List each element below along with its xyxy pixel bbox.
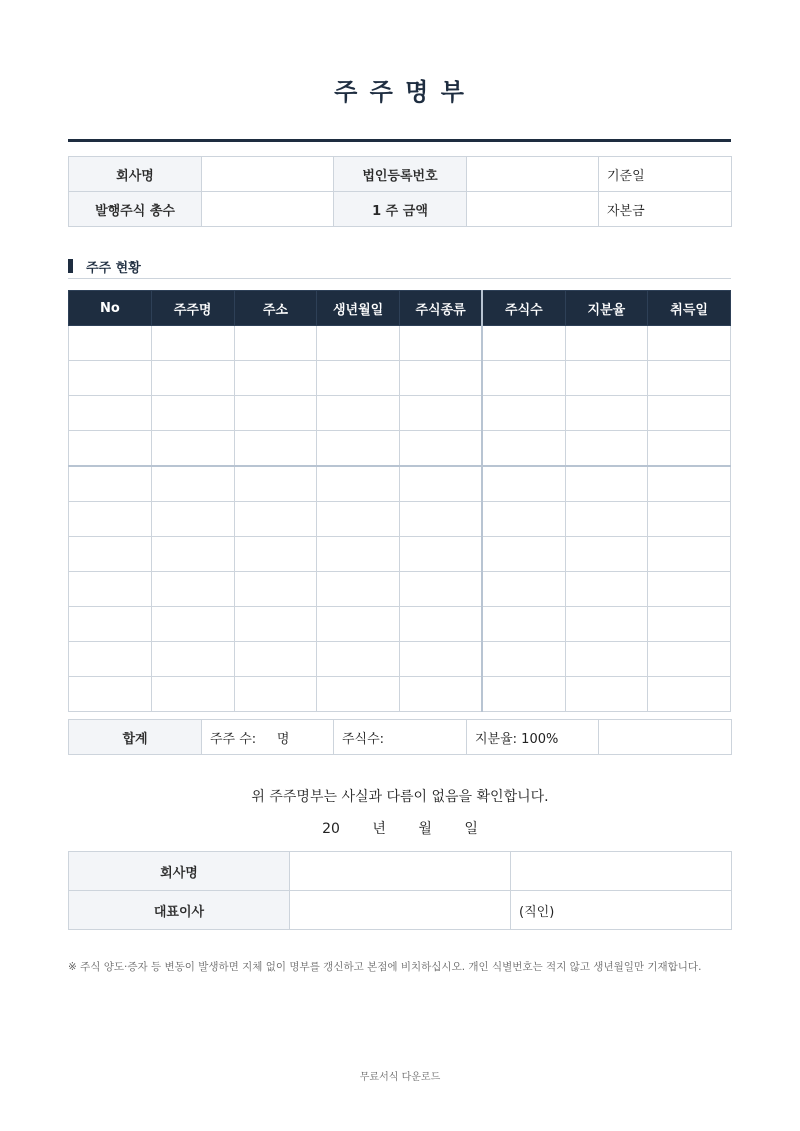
par-value-label: 1 주 금액	[334, 192, 467, 227]
table-cell[interactable]	[151, 677, 234, 712]
col-address: 주소	[234, 291, 317, 326]
table-cell[interactable]	[69, 326, 152, 361]
table-row	[69, 572, 731, 607]
table-cell[interactable]	[648, 466, 731, 502]
table-cell[interactable]	[482, 642, 565, 677]
table-cell[interactable]	[482, 466, 565, 502]
document-title: 주 주 명 부	[334, 78, 466, 106]
table-cell[interactable]	[482, 502, 565, 537]
table-cell[interactable]	[234, 396, 317, 431]
table-cell[interactable]	[400, 502, 483, 537]
table-row	[69, 537, 731, 572]
table-cell[interactable]	[234, 326, 317, 361]
summary-row	[69, 720, 732, 755]
table-cell[interactable]	[482, 677, 565, 712]
table-cell[interactable]	[317, 537, 400, 572]
summary-label: 합계	[69, 720, 202, 755]
signature-table	[68, 851, 732, 930]
table-cell[interactable]	[565, 361, 648, 396]
table-row	[69, 607, 731, 642]
sign-company-label: 회사명	[69, 852, 290, 891]
table-row	[69, 361, 731, 396]
table-cell[interactable]	[565, 607, 648, 642]
table-cell[interactable]	[317, 396, 400, 431]
table-cell[interactable]	[400, 326, 483, 361]
base-date-label[interactable]: 기준일	[599, 157, 732, 192]
table-cell[interactable]	[151, 607, 234, 642]
table-cell[interactable]	[234, 361, 317, 396]
section-marker	[68, 259, 73, 273]
col-acquired: 취득일	[648, 291, 731, 326]
signature-row	[69, 852, 732, 891]
date-line[interactable]: 20 년 월 일	[322, 821, 478, 837]
col-no: No	[69, 291, 152, 326]
table-cell[interactable]	[400, 537, 483, 572]
table-row	[69, 677, 731, 712]
table-cell[interactable]	[234, 572, 317, 607]
table-cell[interactable]	[317, 502, 400, 537]
table-row	[69, 396, 731, 431]
table-cell[interactable]	[400, 396, 483, 431]
summary-table	[68, 719, 732, 755]
table-cell[interactable]	[482, 361, 565, 396]
table-row	[69, 642, 731, 677]
total-shares-label: 발행주식 총수	[69, 192, 202, 227]
par-value-field[interactable]	[467, 192, 599, 227]
ceo-label: 대표이사	[69, 891, 290, 930]
table-cell[interactable]	[648, 326, 731, 361]
table-cell[interactable]	[400, 642, 483, 677]
table-cell[interactable]	[69, 607, 152, 642]
table-cell[interactable]	[565, 502, 648, 537]
table-cell[interactable]	[69, 431, 152, 467]
table-cell[interactable]	[234, 466, 317, 502]
table-cell[interactable]	[648, 361, 731, 396]
seal-field[interactable]: (직인)	[511, 891, 732, 930]
table-cell[interactable]	[69, 396, 152, 431]
table-cell[interactable]	[648, 431, 731, 467]
title-divider	[68, 139, 731, 142]
table-cell[interactable]	[400, 466, 483, 502]
table-cell[interactable]	[234, 502, 317, 537]
table-cell[interactable]	[234, 537, 317, 572]
table-cell[interactable]	[151, 642, 234, 677]
share-count-field[interactable]: 주식수:	[334, 720, 467, 755]
table-cell[interactable]	[69, 677, 152, 712]
company-name-label: 회사명	[69, 157, 202, 192]
table-cell[interactable]	[151, 502, 234, 537]
table-cell[interactable]	[565, 572, 648, 607]
table-cell[interactable]	[69, 466, 152, 502]
table-cell[interactable]	[69, 361, 152, 396]
table-cell[interactable]	[317, 431, 400, 467]
table-cell[interactable]	[317, 361, 400, 396]
table-cell[interactable]	[565, 396, 648, 431]
table-cell[interactable]	[565, 537, 648, 572]
col-birth: 생년월일	[317, 291, 400, 326]
table-cell[interactable]	[648, 642, 731, 677]
table-cell[interactable]	[151, 572, 234, 607]
table-cell[interactable]	[648, 502, 731, 537]
col-shares: 주식수	[482, 291, 565, 326]
table-cell[interactable]	[400, 677, 483, 712]
table-cell[interactable]	[234, 642, 317, 677]
sign-company-extra[interactable]	[511, 852, 732, 891]
notice-text: ※ 주식 양도·증자 등 변동이 발생하면 지체 없이 명부를 갱신하고 본점에 비치하십시오. 개인 식별번호는 적지 않고 생년월일만 기재합니다.	[68, 961, 702, 973]
section-title: 주주 현황	[86, 261, 141, 276]
table-cell[interactable]	[565, 677, 648, 712]
confirm-statement: 위 주주명부는 사실과 다름이 없음을 확인합니다.	[251, 789, 549, 805]
table-cell[interactable]	[234, 431, 317, 467]
section-header	[68, 256, 731, 279]
table-cell[interactable]	[482, 396, 565, 431]
col-ratio: 지분율	[565, 291, 648, 326]
table-cell[interactable]	[482, 431, 565, 467]
col-share-type: 주식종류	[400, 291, 483, 326]
table-cell[interactable]	[482, 537, 565, 572]
table-header-row	[69, 291, 731, 326]
summary-extra-field[interactable]	[599, 720, 732, 755]
table-cell[interactable]	[234, 677, 317, 712]
table-cell[interactable]	[69, 642, 152, 677]
info-row	[69, 192, 732, 227]
table-cell[interactable]	[151, 326, 234, 361]
total-shares-field[interactable]	[202, 192, 334, 227]
col-name: 주주명	[151, 291, 234, 326]
capital-label[interactable]: 자본금	[599, 192, 732, 227]
table-cell[interactable]	[317, 326, 400, 361]
table-cell[interactable]	[151, 396, 234, 431]
table-cell[interactable]	[565, 466, 648, 502]
sign-company-field[interactable]	[290, 852, 511, 891]
table-row	[69, 326, 731, 361]
shareholder-table	[68, 290, 731, 712]
table-row	[69, 466, 731, 502]
table-cell[interactable]	[482, 326, 565, 361]
shareholder-rows	[69, 326, 731, 712]
company-info-table	[68, 156, 732, 227]
table-cell[interactable]	[317, 572, 400, 607]
table-cell[interactable]	[565, 431, 648, 467]
table-cell[interactable]	[482, 572, 565, 607]
ceo-name-field[interactable]	[290, 891, 511, 930]
info-row	[69, 157, 732, 192]
table-row	[69, 431, 731, 467]
reg-no-label: 법인등록번호	[334, 157, 467, 192]
table-cell[interactable]	[400, 431, 483, 467]
table-cell[interactable]	[317, 677, 400, 712]
table-cell[interactable]	[400, 572, 483, 607]
table-cell[interactable]	[400, 361, 483, 396]
table-cell[interactable]	[317, 642, 400, 677]
table-cell[interactable]	[400, 607, 483, 642]
table-cell[interactable]	[234, 607, 317, 642]
table-cell[interactable]	[482, 607, 565, 642]
footer-link[interactable]: 무료서식 다운로드	[359, 1072, 441, 1083]
table-cell[interactable]	[648, 572, 731, 607]
table-cell[interactable]	[151, 537, 234, 572]
holder-count-field[interactable]: 주주 수: 명	[202, 720, 334, 755]
table-cell[interactable]	[151, 361, 234, 396]
table-cell[interactable]	[317, 466, 400, 502]
signature-row	[69, 891, 732, 930]
table-cell[interactable]	[151, 466, 234, 502]
table-cell[interactable]	[648, 677, 731, 712]
ratio-field[interactable]: 지분율: 100%	[467, 720, 599, 755]
table-cell[interactable]	[648, 537, 731, 572]
company-name-field[interactable]	[202, 157, 334, 192]
table-cell[interactable]	[565, 642, 648, 677]
table-cell[interactable]	[69, 502, 152, 537]
reg-no-field[interactable]	[467, 157, 599, 192]
table-cell[interactable]	[69, 537, 152, 572]
table-cell[interactable]	[648, 607, 731, 642]
table-cell[interactable]	[317, 607, 400, 642]
table-row	[69, 502, 731, 537]
table-cell[interactable]	[648, 396, 731, 431]
table-cell[interactable]	[69, 572, 152, 607]
table-cell[interactable]	[565, 326, 648, 361]
table-cell[interactable]	[151, 431, 234, 467]
